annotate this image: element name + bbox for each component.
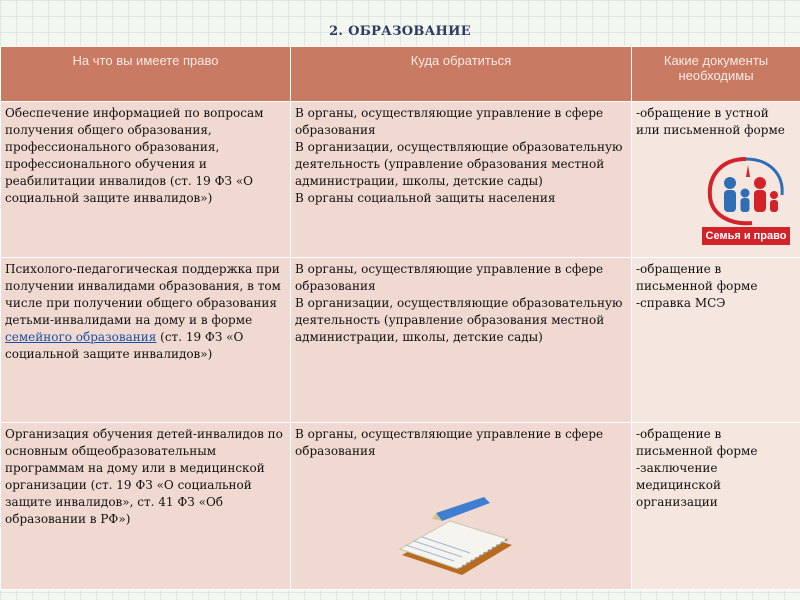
family-law-logo: [702, 153, 790, 245]
right-text: Психолого-педагогическая поддержка при получении инвалидами образования, в том числе при получении общего образования детьми-инвалидами на дому и в форме: [5, 262, 281, 327]
notebook-icon: [392, 495, 516, 579]
cell-right: Обеспечение информацией по вопросам получения общего образования, профессионального образования, профессионального обучения и реабилитации инвалидов (ст. 19 ФЗ «О социальной защите инвалидов»): [1, 102, 291, 258]
table-header-row: [1, 47, 800, 102]
cell-docs: [632, 423, 800, 590]
where-item: В органы, осуществляющие управление в сфере образования: [295, 262, 604, 293]
where-item: В органы, осуществляющие управление в сфере образования: [295, 106, 604, 137]
cell-right: [1, 258, 291, 423]
doc-item: -заключение медицинской организации: [636, 461, 721, 509]
header-rights: На что вы имеете право: [1, 47, 291, 102]
where-item: В организации, осуществляющие образовательную деятельность (управление образования местной администрации, школы, детские сады): [295, 296, 623, 344]
doc-item: -обращение в письменной форме: [636, 427, 758, 458]
header-documents: Какие документы необходимы: [632, 47, 800, 102]
table-row: [1, 258, 800, 423]
table-row: [1, 102, 800, 258]
right-text: (ст. 19 ФЗ «О социальной защите инвалидов»): [5, 330, 244, 361]
family-icon: [702, 153, 790, 227]
cell-right: Организация обучения детей-инвалидов по основным общеобразовательным программам на дому или в медицинской организации (ст. 19 ФЗ «О социальной защите инвалидов», ст. 41 ФЗ «Об образовании в РФ»): [1, 423, 291, 590]
family-education-link[interactable]: семейного образования: [5, 330, 157, 344]
where-item: В органы, осуществляющие управление в сфере образования: [295, 427, 604, 458]
cell-docs: [632, 258, 800, 423]
doc-item: -обращение в устной или письменной форме: [636, 106, 785, 137]
logo-caption: Семья и право: [702, 227, 790, 245]
where-item: В органы социальной защиты населения: [295, 191, 556, 205]
doc-item: -обращение в письменной форме: [636, 262, 758, 293]
page-title: 2. ОБРАЗОВАНИЕ: [329, 24, 471, 39]
doc-item: -справка МСЭ: [636, 296, 726, 310]
cell-where: [291, 258, 632, 423]
cell-where: [291, 102, 632, 258]
where-item: В организации, осуществляющие образовательную деятельность (управление образования местной администрации, школы, детские сады): [295, 140, 623, 188]
header-where: Куда обратиться: [291, 47, 632, 102]
